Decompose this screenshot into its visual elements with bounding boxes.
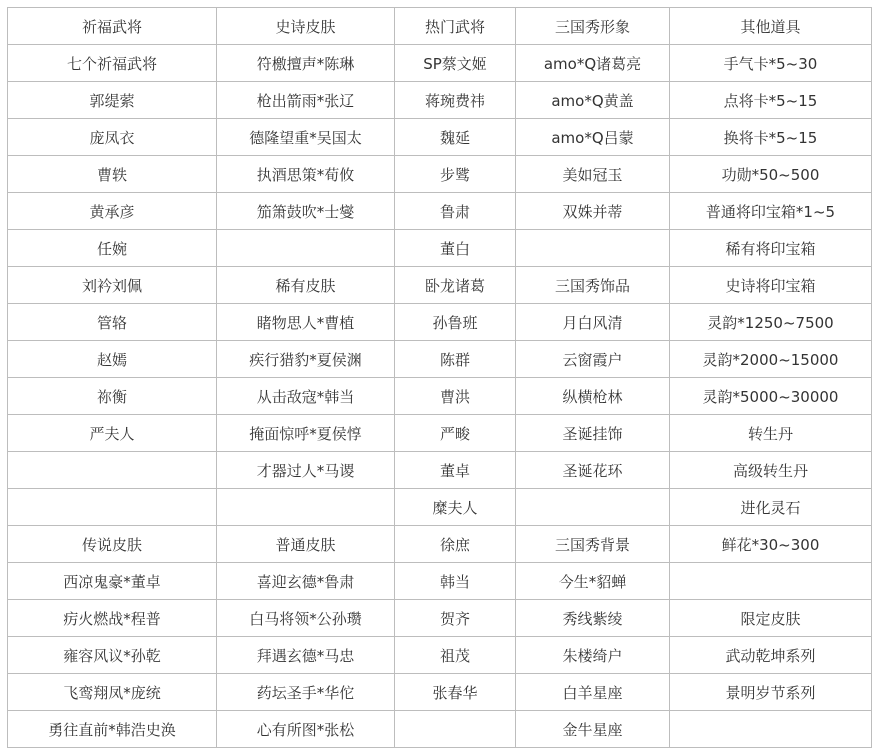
table-cell: 董白 bbox=[395, 230, 516, 267]
table-cell: SP蔡文姬 bbox=[395, 45, 516, 82]
table-cell: 进化灵石 bbox=[670, 489, 872, 526]
table-cell: 纵横枪林 bbox=[516, 378, 670, 415]
table-cell: 庞凤衣 bbox=[8, 119, 217, 156]
table-cell: 鲁肃 bbox=[395, 193, 516, 230]
item-table-wrapper bbox=[7, 7, 872, 748]
table-cell: 史诗将印宝箱 bbox=[670, 267, 872, 304]
item-table-body bbox=[8, 8, 872, 748]
item-table bbox=[7, 7, 872, 748]
table-cell: 步骘 bbox=[395, 156, 516, 193]
table-cell: 心有所图*张松 bbox=[217, 711, 395, 748]
table-cell: 圣诞花环 bbox=[516, 452, 670, 489]
table-row bbox=[8, 415, 872, 452]
table-cell bbox=[395, 711, 516, 748]
table-cell: 史诗皮肤 bbox=[217, 8, 395, 45]
table-cell: amo*Q诸葛亮 bbox=[516, 45, 670, 82]
table-cell: 金牛星座 bbox=[516, 711, 670, 748]
table-cell: 韩当 bbox=[395, 563, 516, 600]
table-cell: 才器过人*马谡 bbox=[217, 452, 395, 489]
table-cell: 秀线紫绫 bbox=[516, 600, 670, 637]
table-cell: 赵嫣 bbox=[8, 341, 217, 378]
table-row bbox=[8, 45, 872, 82]
table-row bbox=[8, 304, 872, 341]
table-row bbox=[8, 230, 872, 267]
table-row bbox=[8, 267, 872, 304]
table-cell: 武动乾坤系列 bbox=[670, 637, 872, 674]
table-cell: 月白风清 bbox=[516, 304, 670, 341]
table-cell: 换将卡*5~15 bbox=[670, 119, 872, 156]
table-cell: 孙鲁班 bbox=[395, 304, 516, 341]
table-cell: 魏延 bbox=[395, 119, 516, 156]
table-cell: 灵韵*5000~30000 bbox=[670, 378, 872, 415]
table-cell: 贺齐 bbox=[395, 600, 516, 637]
table-cell: 管辂 bbox=[8, 304, 217, 341]
table-cell: 曹轶 bbox=[8, 156, 217, 193]
table-cell: 美如冠玉 bbox=[516, 156, 670, 193]
table-cell bbox=[217, 489, 395, 526]
table-cell: 朱楼绮户 bbox=[516, 637, 670, 674]
table-cell: 蒋琬费祎 bbox=[395, 82, 516, 119]
table-cell: 糜夫人 bbox=[395, 489, 516, 526]
table-row bbox=[8, 526, 872, 563]
table-cell: 笳箫鼓吹*士燮 bbox=[217, 193, 395, 230]
table-cell: 西凉鬼豪*董卓 bbox=[8, 563, 217, 600]
table-cell: 灵韵*1250~7500 bbox=[670, 304, 872, 341]
table-cell: 限定皮肤 bbox=[670, 600, 872, 637]
table-cell: 郭缇萦 bbox=[8, 82, 217, 119]
table-cell: 执酒思策*荀攸 bbox=[217, 156, 395, 193]
table-cell: 热门武将 bbox=[395, 8, 516, 45]
table-cell bbox=[516, 230, 670, 267]
table-cell: 疾行猎豹*夏侯渊 bbox=[217, 341, 395, 378]
table-cell: 喜迎玄德*鲁肃 bbox=[217, 563, 395, 600]
table-row bbox=[8, 82, 872, 119]
table-cell: 黄承彦 bbox=[8, 193, 217, 230]
table-cell: 符檄擅声*陈琳 bbox=[217, 45, 395, 82]
table-cell bbox=[516, 489, 670, 526]
table-row bbox=[8, 156, 872, 193]
table-cell: 双姝并蒂 bbox=[516, 193, 670, 230]
table-cell bbox=[8, 489, 217, 526]
table-cell: 飞鸾翔凤*庞统 bbox=[8, 674, 217, 711]
table-cell: 睹物思人*曹植 bbox=[217, 304, 395, 341]
table-row bbox=[8, 674, 872, 711]
table-cell: 张春华 bbox=[395, 674, 516, 711]
table-cell: 景明岁节系列 bbox=[670, 674, 872, 711]
table-cell bbox=[217, 230, 395, 267]
table-cell: 掩面惊呼*夏侯惇 bbox=[217, 415, 395, 452]
table-cell: 转生丹 bbox=[670, 415, 872, 452]
table-cell: 白羊星座 bbox=[516, 674, 670, 711]
table-cell: 普通将印宝箱*1~5 bbox=[670, 193, 872, 230]
table-row bbox=[8, 637, 872, 674]
table-cell: 其他道具 bbox=[670, 8, 872, 45]
table-cell: 圣诞挂饰 bbox=[516, 415, 670, 452]
table-cell: 云窗霞户 bbox=[516, 341, 670, 378]
table-cell: 三国秀背景 bbox=[516, 526, 670, 563]
table-cell: 祈福武将 bbox=[8, 8, 217, 45]
table-cell: 刘衿刘佩 bbox=[8, 267, 217, 304]
table-cell: 高级转生丹 bbox=[670, 452, 872, 489]
table-cell bbox=[670, 563, 872, 600]
table-cell: 祢衡 bbox=[8, 378, 217, 415]
table-cell: 药坛圣手*华佗 bbox=[217, 674, 395, 711]
table-row bbox=[8, 119, 872, 156]
table-cell: 董卓 bbox=[395, 452, 516, 489]
table-cell: 勇往直前*韩浩史涣 bbox=[8, 711, 217, 748]
table-cell: 严畯 bbox=[395, 415, 516, 452]
table-cell: 今生*貂蝉 bbox=[516, 563, 670, 600]
table-cell bbox=[8, 452, 217, 489]
table-cell: 点将卡*5~15 bbox=[670, 82, 872, 119]
table-cell: 卧龙诸葛 bbox=[395, 267, 516, 304]
table-cell: 手气卡*5~30 bbox=[670, 45, 872, 82]
table-cell: 严夫人 bbox=[8, 415, 217, 452]
table-row bbox=[8, 563, 872, 600]
table-row bbox=[8, 452, 872, 489]
table-cell: 疠火燃战*程普 bbox=[8, 600, 217, 637]
table-row bbox=[8, 193, 872, 230]
table-cell: 普通皮肤 bbox=[217, 526, 395, 563]
table-cell: amo*Q吕蒙 bbox=[516, 119, 670, 156]
table-cell: 七个祈福武将 bbox=[8, 45, 217, 82]
table-cell: 灵韵*2000~15000 bbox=[670, 341, 872, 378]
table-cell: 稀有皮肤 bbox=[217, 267, 395, 304]
table-cell: 任婉 bbox=[8, 230, 217, 267]
table-cell: 功勋*50~500 bbox=[670, 156, 872, 193]
table-cell: 陈群 bbox=[395, 341, 516, 378]
table-cell: 传说皮肤 bbox=[8, 526, 217, 563]
table-row bbox=[8, 8, 872, 45]
table-cell: 拜遇玄德*马忠 bbox=[217, 637, 395, 674]
table-cell bbox=[670, 711, 872, 748]
table-cell: amo*Q黄盖 bbox=[516, 82, 670, 119]
table-row bbox=[8, 378, 872, 415]
table-row bbox=[8, 600, 872, 637]
table-cell: 从击敌寇*韩当 bbox=[217, 378, 395, 415]
table-cell: 三国秀形象 bbox=[516, 8, 670, 45]
table-row bbox=[8, 711, 872, 748]
table-cell: 曹洪 bbox=[395, 378, 516, 415]
table-cell: 徐庶 bbox=[395, 526, 516, 563]
table-row bbox=[8, 489, 872, 526]
table-cell: 鲜花*30~300 bbox=[670, 526, 872, 563]
table-row bbox=[8, 341, 872, 378]
table-cell: 白马将领*公孙瓒 bbox=[217, 600, 395, 637]
table-cell: 三国秀饰品 bbox=[516, 267, 670, 304]
table-cell: 祖茂 bbox=[395, 637, 516, 674]
table-cell: 稀有将印宝箱 bbox=[670, 230, 872, 267]
table-cell: 枪出箭雨*张辽 bbox=[217, 82, 395, 119]
table-cell: 雍容风议*孙乾 bbox=[8, 637, 217, 674]
table-cell: 德隆望重*吴国太 bbox=[217, 119, 395, 156]
